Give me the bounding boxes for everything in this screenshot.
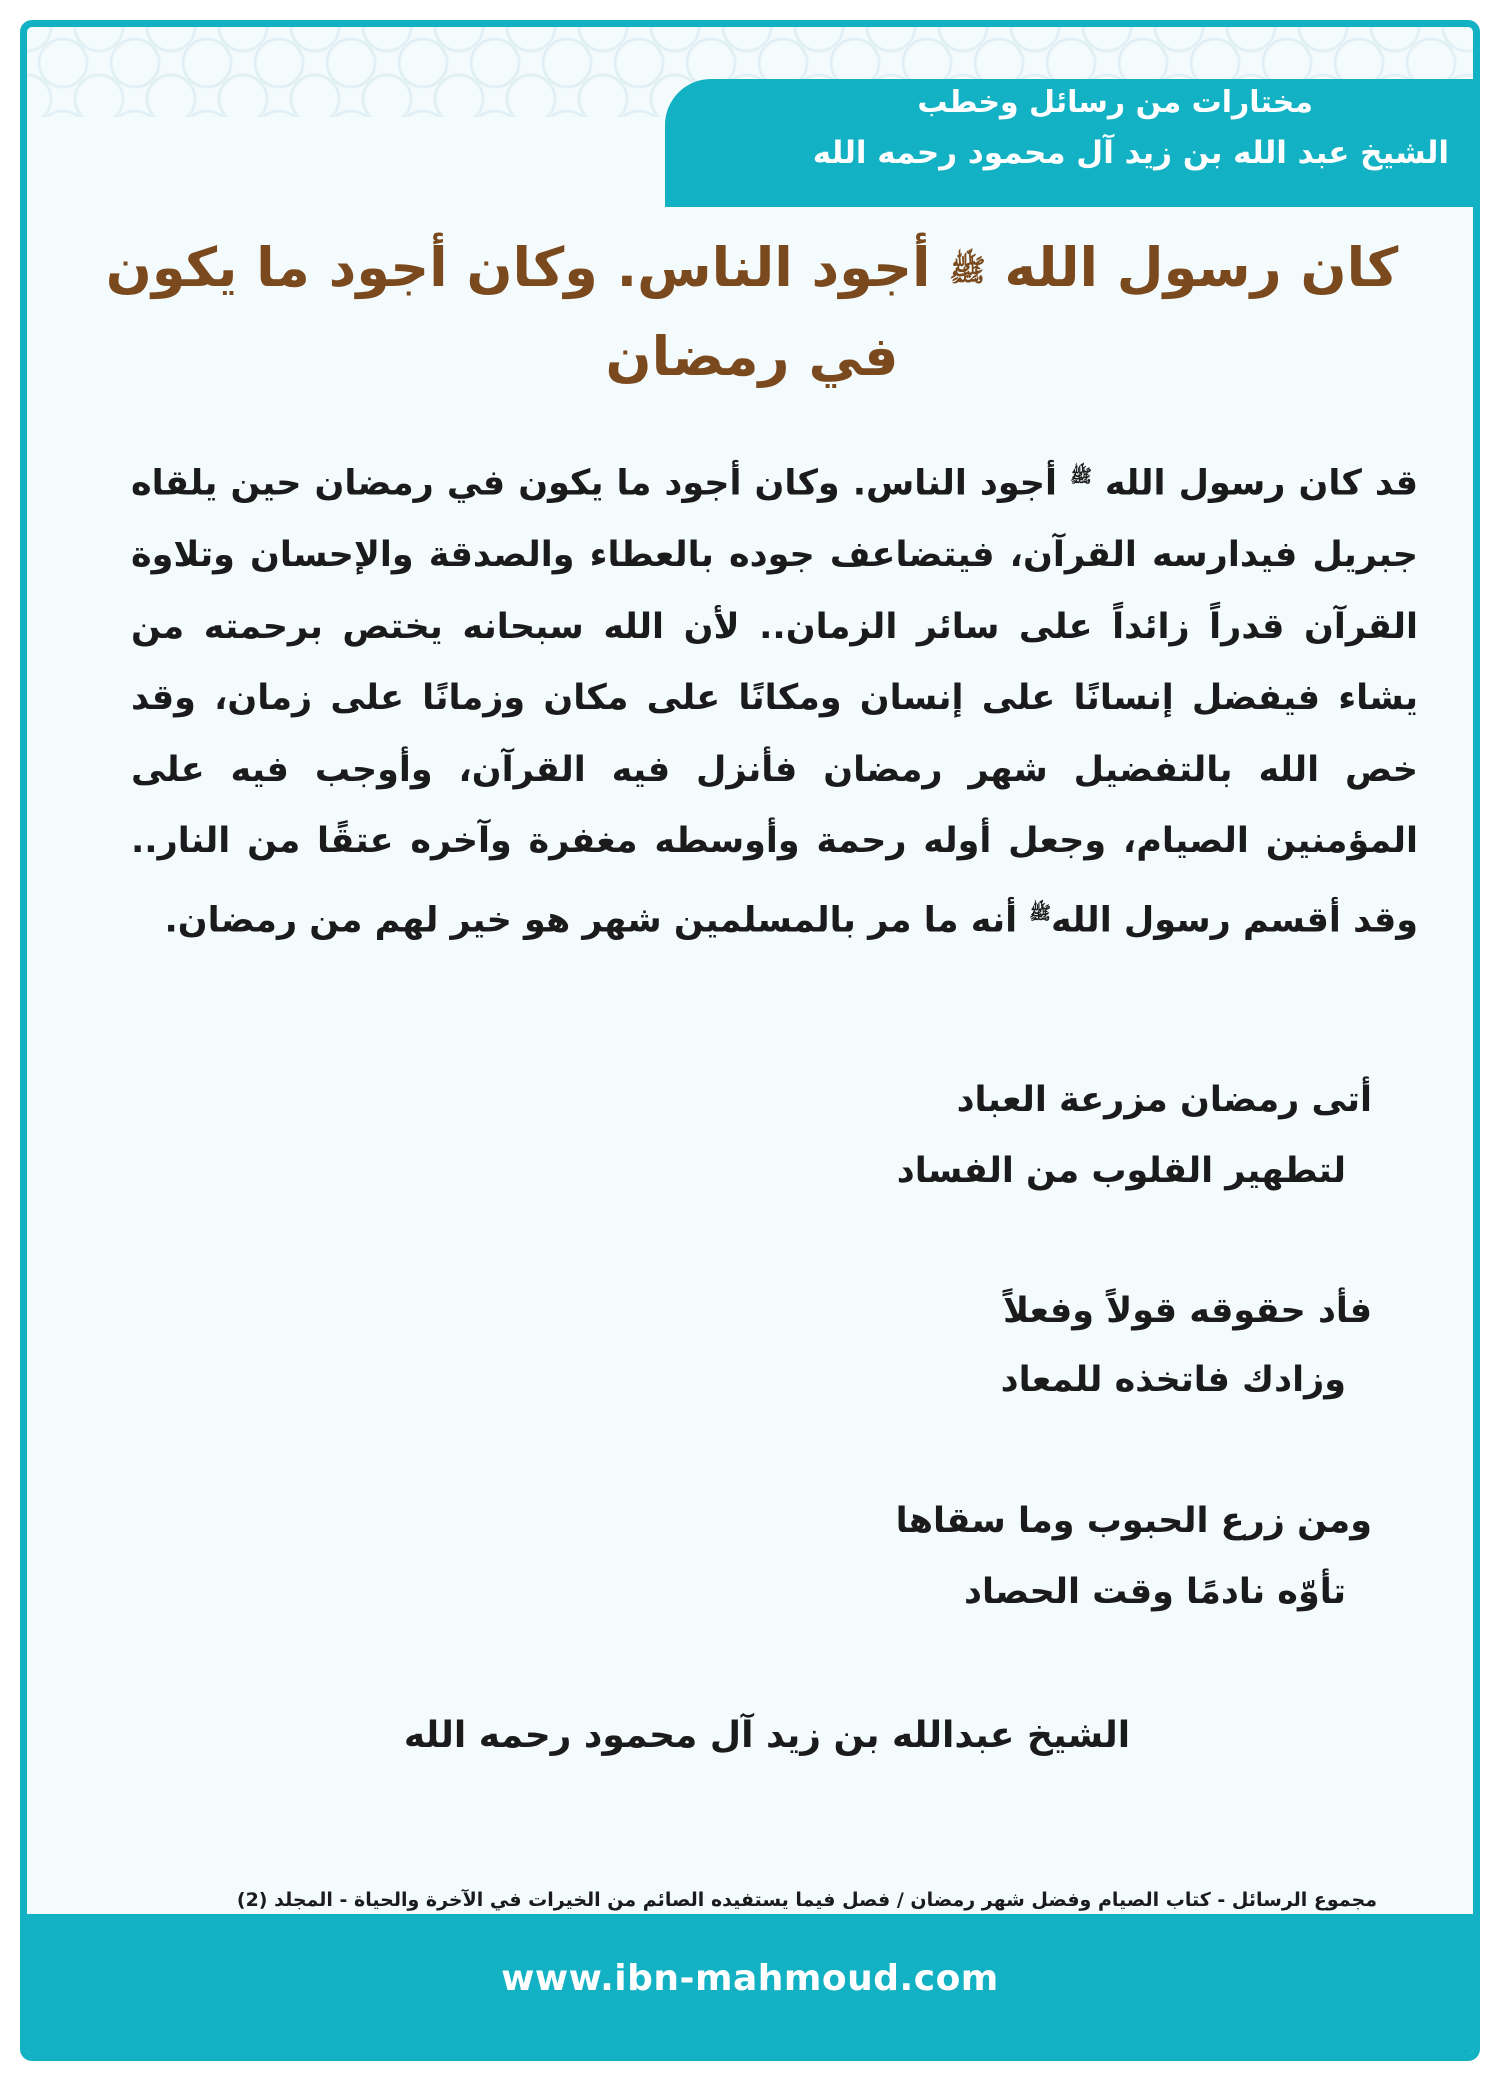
page-card [20, 20, 1480, 2061]
header-band [665, 79, 1473, 207]
article-body [131, 441, 1418, 957]
page-title [97, 225, 1407, 400]
body-part-3: أنه ما مر بالمسلمين شهر هو خير لهم من رمضان. [164, 900, 1018, 941]
header-author: الشيخ عبد الله بن زيد آل محمود رحمه الله [812, 135, 1449, 171]
title-part-1: كان رسول الله [1004, 236, 1399, 299]
body-part-1: قد كان رسول الله [1104, 463, 1419, 504]
source-reference: مجموع الرسائل - كتاب الصيام وفضل شهر رمضان / فصل فيما يستفيده الصائم من الخيرات في الآخرة والحياة - المجلد (2) [236, 1889, 1377, 1911]
website-link[interactable]: www.ibn-mahmoud.com [501, 1958, 999, 1999]
author-signature: الشيخ عبدالله بن زيد آل محمود رحمه الله [403, 1715, 1131, 1756]
salawat-glyph: ﷺ [1029, 902, 1052, 924]
poem-verse-2-first: فأد حقوقه قولاً وفعلاً [1002, 1291, 1372, 1331]
poem-verse-3-first: ومن زرع الحبوب وما سقاها [895, 1501, 1372, 1541]
poem-verse-3-second: تأوّه نادمًا وقت الحصاد [964, 1572, 1346, 1612]
salawat-glyph: ﷺ [949, 253, 986, 289]
poem-verse-1-first: أتى رمضان مزرعة العباد [956, 1080, 1372, 1120]
title-part-2: أجود الناس. وكان أجود ما يكون في رمضان [105, 236, 931, 389]
footer-band [27, 1914, 1473, 2054]
salawat-glyph: ﷺ [1070, 466, 1092, 487]
poem-verse-1-second: لتطهير القلوب من الفساد [896, 1151, 1346, 1191]
body-part-2: أجود الناس. وكان أجود ما يكون في رمضان حين يلقاه جبريل فيدارسه القرآن، فيتضاعف جوده بالعطاء والصدقة والإحسان وتلاوة القرآن قدراً زائداً على سائر الزمان.. لأن الله سبحانه يختص برحمته من يشاء فيفضل إنسانًا على إنسان ومكانًا على مكان وزمانًا على زمان، وقد خص الله بالتفضيل شهر رمضان فأنزل فيه القرآن، وأوجب فيه على المؤمنين الصيام، وجعل أوله رحمة وأوسطه مغفرة وآخره عتقًا من النار.. وقد أقسم رسول الله [131, 463, 1418, 941]
header-subtitle: مختارات من رسائل وخطب [917, 85, 1313, 120]
poem-verse-2-second: وزادك فاتخذه للمعاد [1000, 1360, 1346, 1400]
